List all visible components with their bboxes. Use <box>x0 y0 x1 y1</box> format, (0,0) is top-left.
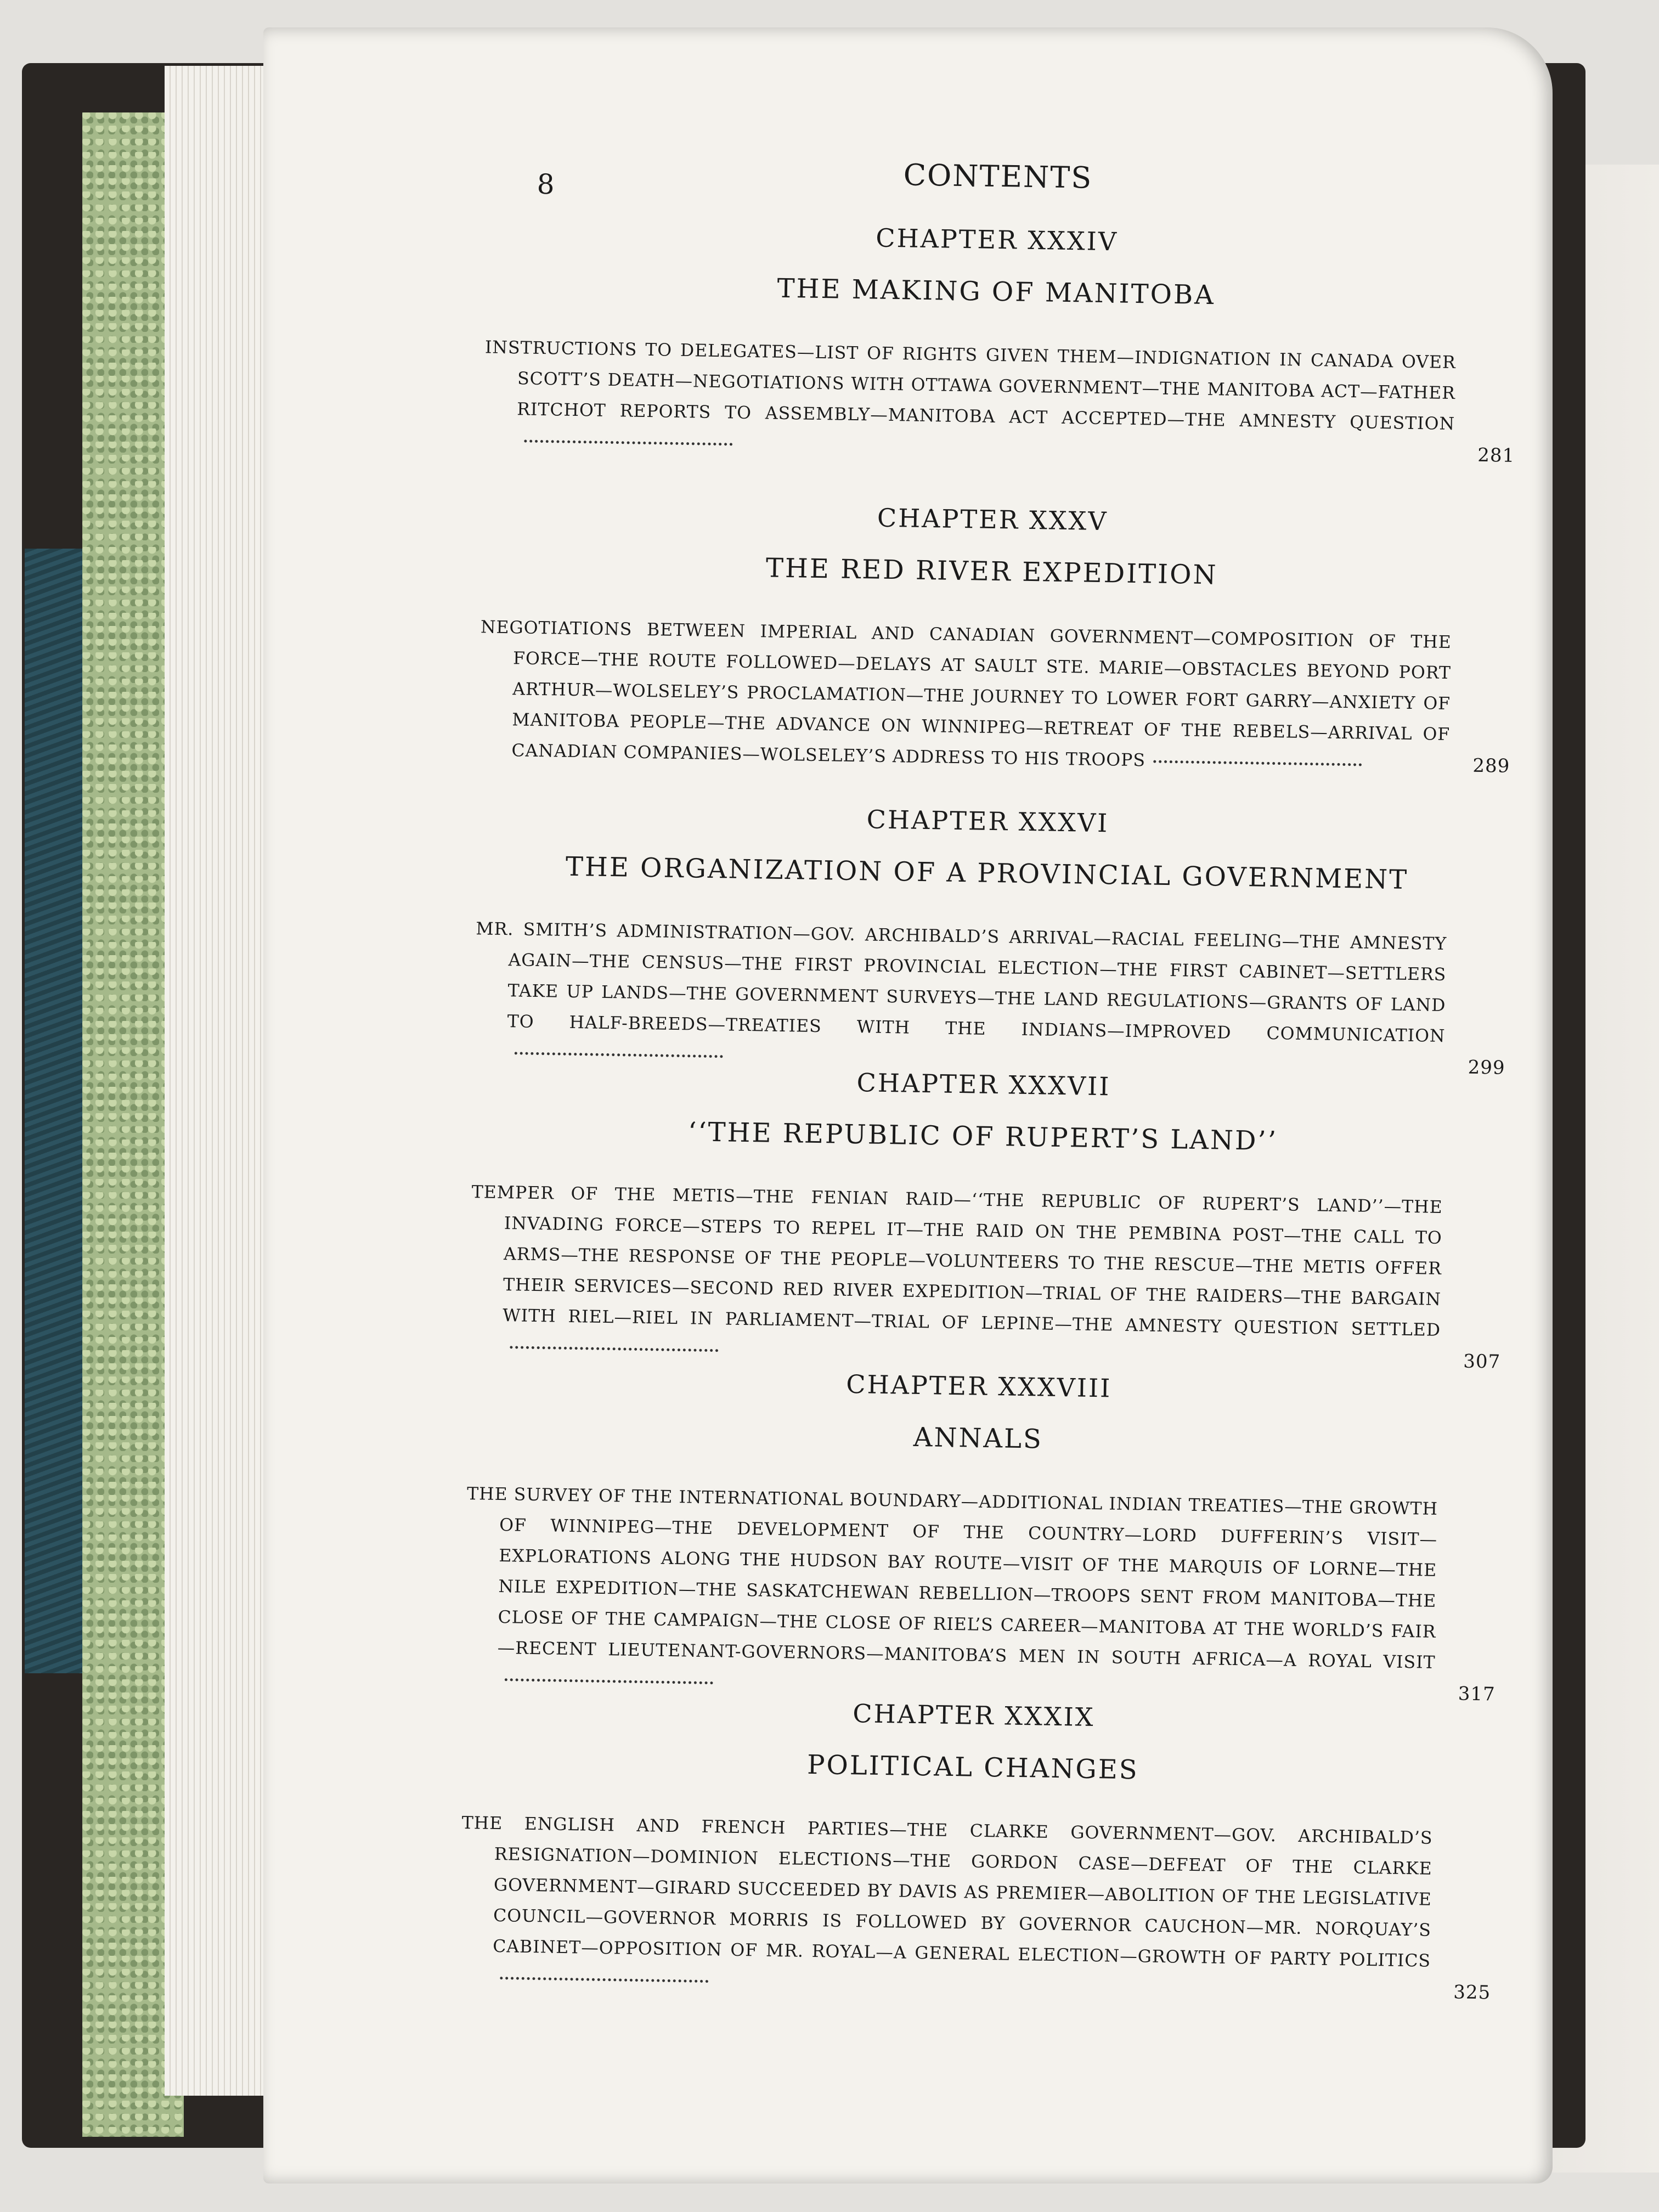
chapter-synopsis <box>473 913 1507 1083</box>
synopsis-text: THE SURVEY OF THE INTERNATIONAL BOUNDARY—ADDITIONAL INDIAN TREATIES—THE GROWTH OF WINNIPEG—THE DEVELOPMENT OF THE COUNTRY—LORD DUFFERIN’S VISIT—EXPLORATIONS ALONG THE HUDSON BAY ROUTE—VISIT OF THE MARQUIS OF LORNE—THE NILE EXPEDITION—THE SASKATCHEWAN REBELLION—TROOPS SENT FROM MANITOBA—THE CLOSE OF THE CAMPAIGN—THE CLOSE OF RIEL’S CAREER—MANITOBA AT THE WORLD’S FAIR—RECENT LIEUTENANT-GOVERNORS—MANITOBA’S MEN IN SOUTH AFRICA—A ROYAL VISIT <box>466 1484 1438 1673</box>
chapter-title: THE MAKING OF MANITOBA <box>777 273 1216 311</box>
synopsis-text: MR. SMITH’S ADMINISTRATION—GOV. ARCHIBALD’S ARRIVAL—RACIAL FEELING—THE AMNESTY AGAIN—THE CENSUS—THE FIRST PROVINCIAL ELECTION—THE FIRST CABINET—SETTLERS TAKE UP LANDS—THE GOVERNMENT SURVEYS—THE LAND REGULATIONS—GRANTS OF LAND TO HALF-BREEDS—TREATIES WITH THE INDIANS—IMPROVED COMMUNICATION <box>476 919 1447 1046</box>
chapter-number: CHAPTER XXXVII <box>856 1068 1111 1102</box>
chapter-title: THE ORGANIZATION OF A PROVINCIAL GOVERNMENT <box>565 851 1409 895</box>
chapter-synopsis <box>464 1479 1498 1709</box>
chapter-synopsis <box>478 612 1512 781</box>
chapter-number: CHAPTER XXXV <box>877 503 1108 537</box>
chapter-entry <box>467 496 1514 782</box>
page-reference: 317 <box>1458 1683 1496 1706</box>
page-reference: 289 <box>1472 754 1510 777</box>
dot-leader <box>500 1977 708 1983</box>
chapter-synopsis <box>483 332 1516 471</box>
chapter-entry <box>448 1692 1495 2008</box>
chapter-title: POLITICAL CHANGES <box>806 1749 1139 1786</box>
dot-leader <box>505 1678 713 1684</box>
chapter-number: CHAPTER XXXVIII <box>845 1369 1112 1403</box>
page-reference: 281 <box>1477 444 1515 467</box>
chapter-entry <box>462 798 1509 1084</box>
dot-leader <box>1153 760 1362 766</box>
synopsis-text: THE ENGLISH AND FRENCH PARTIES—THE CLARKE GOVERNMENT—GOV. ARCHIBALD’S RESIGNATION—DOMINION ELECTIONS—THE GORDON CASE—DEFEAT OF THE CLARKE GOVERNMENT—GIRARD SUCCEEDED BY DAVIS AS PREMIER—ABOLITION OF THE LEGISLATIVE COUNCIL—GOVERNOR MORRIS IS FOLLOWED BY GOVERNOR CAUCHON—MR. NORQUAY’S CABINET—OPPOSITION OF MR. ROYAL—A GENERAL ELECTION—GROWTH OF PARTY POLITICS <box>461 1813 1433 1971</box>
chapter-title: ‘‘THE REPUBLIC OF RUPERT’S LAND’’ <box>687 1116 1278 1157</box>
chapter-title: ANNALS <box>913 1421 1043 1455</box>
running-head: CONTENTS <box>903 157 1093 195</box>
synopsis-text: INSTRUCTIONS TO DELEGATES—LIST OF RIGHTS GIVEN THEM—INDIGNATION IN CANADA OVER SCOTT’S DEATH—NEGOTIATIONS WITH OTTAWA GOVERNMENT—THE MANITOBA ACT—FATHER RITCHOT REPORTS TO ASSEMBLY—MANITOBA ACT ACCEPTED—THE AMNESTY QUESTION <box>484 337 1457 435</box>
chapter-entry <box>453 1363 1500 1710</box>
synopsis-text: NEGOTIATIONS BETWEEN IMPERIAL AND CANADIAN GOVERNMENT—COMPOSITION OF THE FORCE—THE ROUTE FOLLOWED—DELAYS AT SAULT STE. MARIE—OBSTACLES BEYOND PORT ARTHUR—WOLSELEY’S PROCLAMATION—THE JOURNEY TO LOWER FORT GARRY—ANXIETY OF MANITOBA PEOPLE—THE ADVANCE ON WINNIPEG—RETREAT OF THE REBELS—ARRIVAL OF CANADIAN COMPANIES—WOLSELEY’S ADDRESS TO HIS TROOPS <box>480 617 1452 771</box>
page-number: 8 <box>537 168 555 201</box>
contents-page <box>448 134 1520 2016</box>
dot-leader <box>515 1052 723 1058</box>
page-reference: 299 <box>1468 1056 1505 1079</box>
chapter-entry <box>472 217 1519 471</box>
chapter-number: CHAPTER XXXVI <box>866 804 1109 838</box>
synopsis-text: TEMPER OF THE METIS—THE FENIAN RAID—‘‘THE REPUBLIC OF RUPERT’S LAND’’—THE INVADING FORCE—STEPS TO REPEL IT—THE RAID ON THE PEMBINA POST—THE CALL TO ARMS—THE RESPONSE OF THE PEOPLE—VOLUNTEERS TO THE RESCUE—THE METIS OFFER THEIR SERVICES—SECOND RED RIVER EXPEDITION—TRIAL OF THE RAIDERS—THE BARGAIN WITH RIEL—RIEL IN PARLIAMENT—TRIAL OF LEPINE—THE AMNESTY QUESTION SETTLED <box>471 1182 1443 1340</box>
chapter-entry <box>458 1062 1505 1378</box>
page-reference: 325 <box>1453 1981 1491 2004</box>
chapter-title: THE RED RIVER EXPEDITION <box>765 552 1218 591</box>
chapter-synopsis <box>469 1177 1503 1377</box>
chapter-number: CHAPTER XXXIX <box>852 1699 1095 1733</box>
chapter-synopsis <box>459 1808 1493 2008</box>
chapter-number: CHAPTER XXXIV <box>875 223 1119 257</box>
dot-leader <box>524 439 732 445</box>
dot-leader <box>510 1346 718 1352</box>
spine-cloth <box>25 549 88 1673</box>
page-reference: 307 <box>1463 1350 1501 1373</box>
